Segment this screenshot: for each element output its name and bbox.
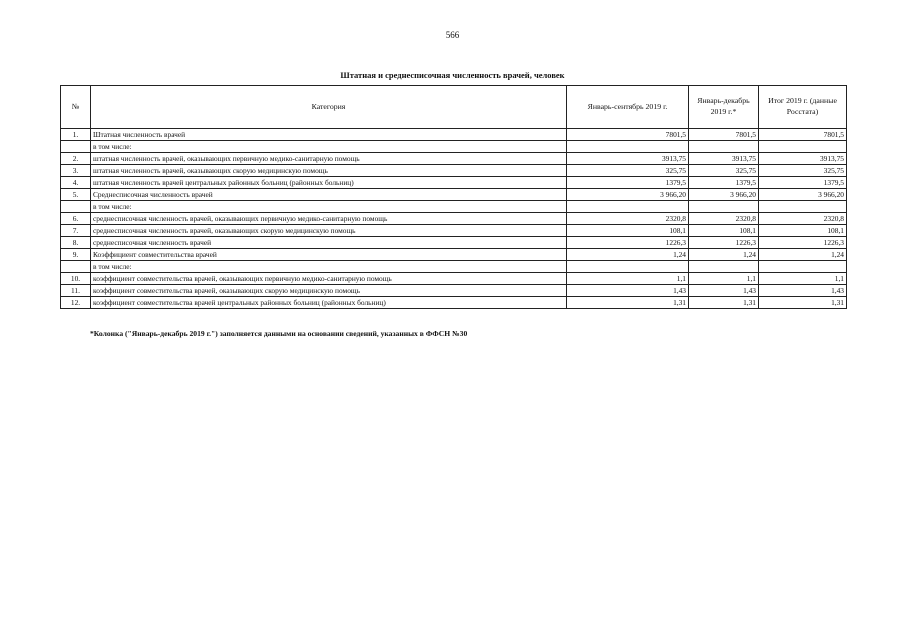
- table-row: [61, 177, 847, 189]
- row-jan-dec-value: 325,75: [689, 165, 759, 177]
- row-jan-sep-value: 3913,75: [567, 153, 689, 165]
- row-total-value: 1226,3: [759, 237, 847, 249]
- row-jan-dec-value: 1379,5: [689, 177, 759, 189]
- row-total-value: 1,1: [759, 273, 847, 285]
- row-category: Среднесписочная численность врачей: [91, 189, 567, 201]
- row-category: штатная численность врачей, оказывающих первичную медико-санитарную помощь: [91, 153, 567, 165]
- row-num: 12.: [61, 297, 91, 309]
- table-row: [61, 225, 847, 237]
- footnote: *Колонка ("Январь-декабрь 2019 г.") заполняется данными на основании сведений, указанных в ФФСН №30: [90, 329, 468, 338]
- row-num: 10.: [61, 273, 91, 285]
- row-jan-dec-value: 1,31: [689, 297, 759, 309]
- document-title: Штатная и среднесписочная численность врачей, человек: [340, 70, 565, 80]
- row-jan-dec-value: 2320,8: [689, 213, 759, 225]
- table-row: [61, 237, 847, 249]
- row-num: [61, 261, 91, 273]
- table-row: [61, 201, 847, 213]
- row-total-value: [759, 201, 847, 213]
- row-jan-sep-value: 7801,5: [567, 129, 689, 141]
- row-jan-sep-value: 2320,8: [567, 213, 689, 225]
- row-category: в том числе:: [91, 261, 567, 273]
- row-jan-dec-value: 3 966,20: [689, 189, 759, 201]
- row-jan-sep-value: 3 966,20: [567, 189, 689, 201]
- row-category: в том числе:: [91, 141, 567, 153]
- table-row: [61, 213, 847, 225]
- row-total-value: [759, 261, 847, 273]
- row-num: 3.: [61, 165, 91, 177]
- row-total-value: 325,75: [759, 165, 847, 177]
- table-row: [61, 189, 847, 201]
- table-row: [61, 273, 847, 285]
- row-category: коэффициент совместительства врачей, оказывающих первичную медико-санитарную помощь: [91, 273, 567, 285]
- row-jan-sep-value: 1379,5: [567, 177, 689, 189]
- row-category: среднесписочная численность врачей, оказывающих скорую медицинскую помощь: [91, 225, 567, 237]
- row-jan-dec-value: 1,43: [689, 285, 759, 297]
- row-jan-sep-value: 108,1: [567, 225, 689, 237]
- table-row: [61, 129, 847, 141]
- header-jan-sep: Январь-сентябрь 2019 г.: [567, 86, 689, 129]
- row-jan-sep-value: [567, 201, 689, 213]
- row-num: 7.: [61, 225, 91, 237]
- row-total-value: 3 966,20: [759, 189, 847, 201]
- row-category: коэффициент совместительства врачей, оказывающих скорую медицинскую помощь: [91, 285, 567, 297]
- row-total-value: 1,24: [759, 249, 847, 261]
- row-category: штатная численность врачей центральных районных больниц (районных больниц): [91, 177, 567, 189]
- row-category: Штатная численность врачей: [91, 129, 567, 141]
- row-num: [61, 201, 91, 213]
- row-jan-sep-value: [567, 261, 689, 273]
- row-num: 5.: [61, 189, 91, 201]
- header-num: №: [61, 86, 91, 129]
- row-total-value: 1379,5: [759, 177, 847, 189]
- row-num: 4.: [61, 177, 91, 189]
- row-num: [61, 141, 91, 153]
- row-jan-sep-value: 325,75: [567, 165, 689, 177]
- table-row: [61, 249, 847, 261]
- table-row: [61, 165, 847, 177]
- row-category: среднесписочная численность врачей: [91, 237, 567, 249]
- row-num: 8.: [61, 237, 91, 249]
- row-category: среднесписочная численность врачей, оказывающих первичную медико-санитарную помощь: [91, 213, 567, 225]
- row-total-value: 7801,5: [759, 129, 847, 141]
- header-category: Категория: [91, 86, 567, 129]
- table-row: [61, 153, 847, 165]
- row-jan-dec-value: 1226,3: [689, 237, 759, 249]
- row-jan-dec-value: [689, 141, 759, 153]
- table-header-row: [61, 86, 847, 129]
- row-category: Коэффициент совместительства врачей: [91, 249, 567, 261]
- table-row: [61, 261, 847, 273]
- row-jan-dec-value: 108,1: [689, 225, 759, 237]
- doctors-staff-table: [60, 85, 847, 309]
- row-jan-dec-value: 1,1: [689, 273, 759, 285]
- row-category: в том числе:: [91, 201, 567, 213]
- row-jan-dec-value: [689, 261, 759, 273]
- page-number: 566: [445, 30, 460, 40]
- row-category: штатная численность врачей, оказывающих скорую медицинскую помощь: [91, 165, 567, 177]
- row-jan-sep-value: 1,1: [567, 273, 689, 285]
- row-num: 9.: [61, 249, 91, 261]
- row-jan-dec-value: 3913,75: [689, 153, 759, 165]
- header-jan-dec: Январь-декабрь 2019 г.*: [689, 86, 759, 129]
- row-jan-sep-value: 1226,3: [567, 237, 689, 249]
- row-total-value: 2320,8: [759, 213, 847, 225]
- header-total: Итог 2019 г. (данные Росстата): [759, 86, 847, 129]
- table-row: [61, 285, 847, 297]
- row-jan-sep-value: 1,43: [567, 285, 689, 297]
- row-total-value: 1,43: [759, 285, 847, 297]
- row-jan-dec-value: 1,24: [689, 249, 759, 261]
- row-total-value: 108,1: [759, 225, 847, 237]
- row-num: 2.: [61, 153, 91, 165]
- row-total-value: [759, 141, 847, 153]
- row-jan-dec-value: [689, 201, 759, 213]
- row-jan-sep-value: [567, 141, 689, 153]
- row-jan-sep-value: 1,24: [567, 249, 689, 261]
- row-jan-sep-value: 1,31: [567, 297, 689, 309]
- row-num: 11.: [61, 285, 91, 297]
- row-total-value: 1,31: [759, 297, 847, 309]
- table-row: [61, 141, 847, 153]
- row-total-value: 3913,75: [759, 153, 847, 165]
- row-num: 6.: [61, 213, 91, 225]
- row-num: 1.: [61, 129, 91, 141]
- row-jan-dec-value: 7801,5: [689, 129, 759, 141]
- row-category: коэффициент совместительства врачей центральных районных больниц (районных больниц): [91, 297, 567, 309]
- table-row: [61, 297, 847, 309]
